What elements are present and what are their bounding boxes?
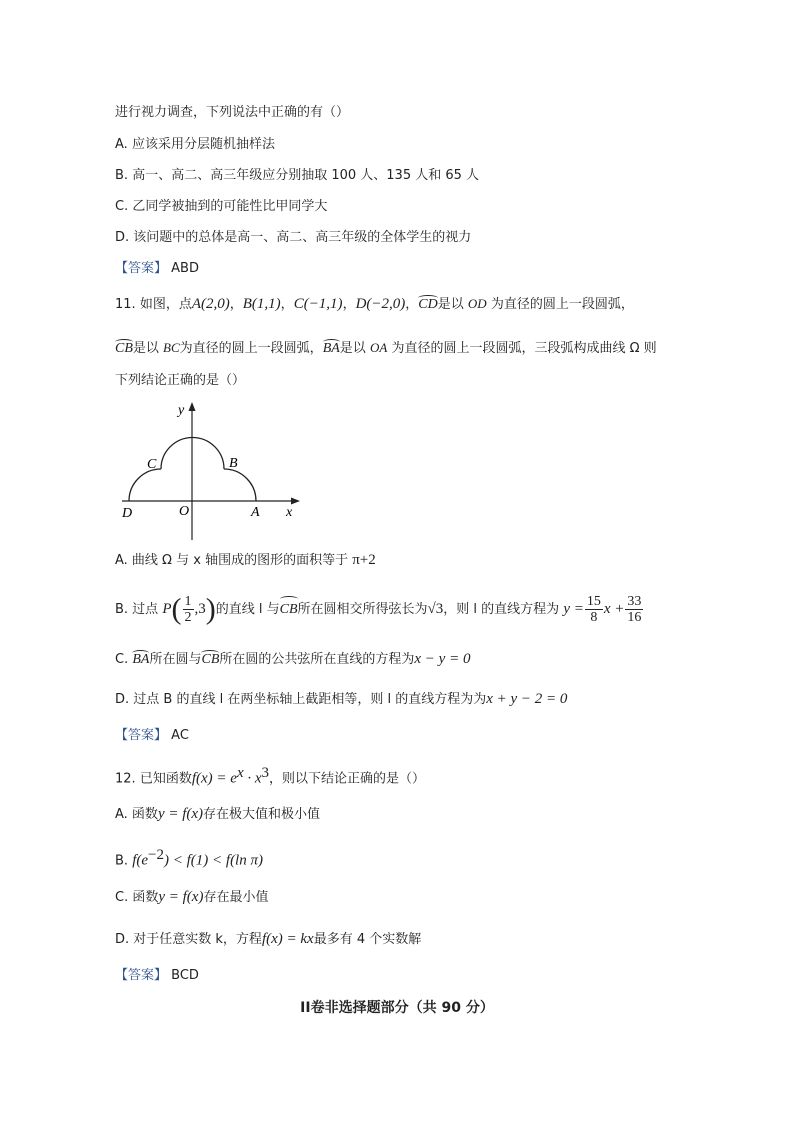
arc-ba bbox=[224, 469, 256, 501]
arc-cb-label: CB bbox=[115, 338, 133, 358]
label-a: A bbox=[251, 505, 260, 520]
arc-cd bbox=[129, 469, 161, 501]
label-x: x bbox=[286, 505, 293, 520]
q12-answer: 【答案】 BCD bbox=[115, 968, 199, 983]
q10-option-c: C. 乙同学被抽到的可能性比甲同学大 bbox=[115, 199, 328, 214]
label-d: D bbox=[122, 506, 133, 521]
label-o: O bbox=[179, 504, 190, 519]
q11-option-b: B. 过点 P( $\frac{1}{2}$ ,3)的直线 l 与CB所在圆相交所得弦长为√3，则 l 的直线方程为 y = $\frac{15}{8}$ x + $\frac{33}{16}$ bbox=[115, 592, 642, 626]
q11-stem-line2: CB是以 BC为直径的圆上一段圆弧，BA是以 OA 为直径的圆上一段圆弧，三段弧构成曲线 Ω 则 bbox=[115, 340, 657, 356]
x-axis-arrow-icon bbox=[291, 498, 300, 505]
label-c: C bbox=[147, 457, 157, 472]
q11-answer: 【答案】 AC bbox=[115, 728, 189, 743]
q11-option-c: C. BA所在圆与CB所在圆的公共弦所在直线的方程为x − y = 0 bbox=[115, 651, 471, 667]
q12-option-d: D. 对于任意实数 k，方程f(x) = kx最多有 4 个实数解 bbox=[115, 931, 422, 947]
frac-half: $\frac{1}{2}$ bbox=[184, 594, 192, 625]
q11-stem-line1: 11. 如图，点A(2,0)，B(1,1)，C(−1,1)，D(−2,0)，CD是以 OD 为直径的圆上一段圆弧， bbox=[115, 296, 634, 312]
label-y: y bbox=[178, 403, 185, 418]
q10-option-d: D. 该问题中的总体是高一、高二、高三年级的全体学生的视力 bbox=[115, 230, 472, 245]
arc-cd-label: CD bbox=[418, 294, 437, 314]
q11-option-d: D. 过点 B 的直线 l 在两坐标轴上截距相等，则 l 的直线方程为为x + y − 2 = 0 bbox=[115, 691, 568, 707]
q11-stem-line3: 下列结论正确的是（） bbox=[115, 373, 246, 388]
q10-answer: 【答案】 ABD bbox=[115, 261, 199, 276]
q10-option-a: A. 应该采用分层随机抽样法 bbox=[115, 137, 275, 152]
q10-option-b: B. 高一、高二、高三年级应分别抽取 100 人、135 人和 65 人 bbox=[115, 168, 480, 183]
q11-option-a: A. 曲线 Ω 与 x 轴围成的图形的面积等于 π+2 bbox=[115, 552, 376, 568]
q12-stem: 12. 已知函数$f(x) = e^x \cdot x^3$，则以下结论正确的是（） bbox=[115, 765, 426, 787]
q12-option-c: C. 函数y = f(x)存在最小值 bbox=[115, 889, 269, 905]
q12-option-b: B. $f(e^{-2}) < f(1) < f(\ln$ π) bbox=[115, 847, 263, 869]
arc-ba-label: BA bbox=[323, 338, 340, 358]
q10-stem: 进行视力调查，下列说法中正确的有（） bbox=[115, 105, 350, 120]
q11-figure bbox=[110, 398, 310, 546]
q12-option-a: A. 函数y = f(x)存在极大值和极小值 bbox=[115, 806, 321, 822]
y-axis-arrow-icon bbox=[189, 402, 196, 411]
section-heading: II卷非选择题部分（共 90 分） bbox=[300, 1000, 494, 1016]
label-b: B bbox=[229, 456, 238, 471]
